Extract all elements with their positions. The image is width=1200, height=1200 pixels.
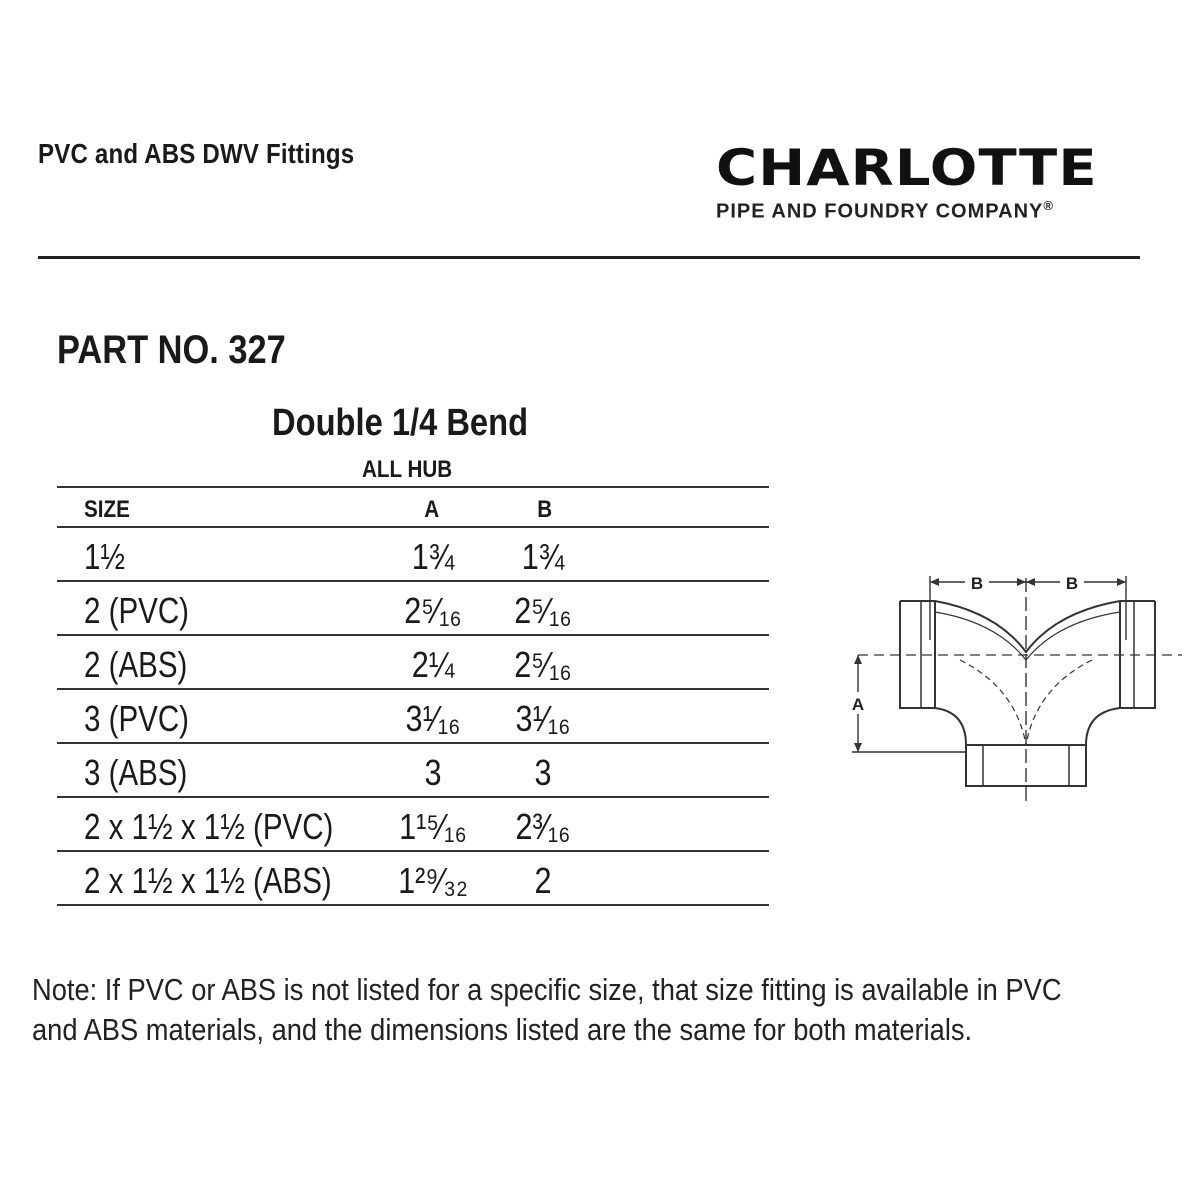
dimension-a-cell: 3 (424, 752, 442, 793)
table-rule (57, 904, 769, 906)
size-cell: 2 x 1½ x 1½ (PVC) (84, 806, 334, 847)
header-divider (38, 256, 1140, 259)
dimension-a-cell: 1¹⁵⁄₁₆ (399, 806, 467, 847)
column-header-b: B (537, 496, 553, 523)
table-row (57, 690, 769, 742)
dimension-b-cell: 3 (534, 752, 552, 793)
table-row (57, 528, 769, 580)
column-header-a: A (424, 496, 440, 523)
page-title: PVC and ABS DWV Fittings (38, 138, 355, 169)
table-row (57, 798, 769, 850)
table-header (57, 488, 769, 526)
size-cell: 1½ (84, 536, 126, 577)
size-cell: 3 (ABS) (84, 752, 188, 793)
table-body (57, 528, 769, 906)
table-row (57, 636, 769, 688)
diagram-label-b-left: B (970, 574, 984, 593)
dimension-b-cell: 2⁵⁄₁₆ (514, 644, 572, 685)
dimension-b-cell: 2⁵⁄₁₆ (514, 590, 572, 631)
table-row (57, 744, 769, 796)
fitting-diagram (846, 570, 1186, 810)
part-subtitle: ALL HUB (362, 456, 453, 483)
dimension-b-cell: 1¾ (521, 536, 565, 577)
dimension-a-cell: 3¹⁄₁₆ (405, 698, 461, 739)
brand-subtitle (716, 198, 1146, 224)
part-number: PART NO. 327 (57, 328, 286, 372)
dimension-a-cell: 1²⁹⁄₃₂ (398, 860, 468, 901)
dimension-a-cell: 1¾ (411, 536, 455, 577)
table-row (57, 852, 769, 904)
registered-mark: ® (1043, 198, 1054, 213)
dimensions-table (57, 486, 769, 906)
brand-name: CHARLOTTE (716, 139, 1098, 197)
materials-note: Note: If PVC or ABS is not listed for a specific size, that size fitting is available in PVC and ABS materials, and the dimensions listed are the same for both materials. (32, 972, 1062, 1047)
diagram-label-a: A (851, 695, 865, 714)
dimension-b-cell: 3¹⁄₁₆ (515, 698, 571, 739)
table-row (57, 582, 769, 634)
column-header-size: SIZE (84, 496, 130, 523)
dimension-a-cell: 2⁵⁄₁₆ (404, 590, 462, 631)
diagram-label-b-right: B (1065, 574, 1079, 593)
part-name: Double 1/4 Bend (272, 402, 529, 444)
company-logo (716, 140, 1146, 224)
size-cell: 2 (PVC) (84, 590, 189, 631)
dimension-b-cell: 2³⁄₁₆ (515, 806, 571, 847)
size-cell: 3 (PVC) (84, 698, 189, 739)
size-cell: 2 (ABS) (84, 644, 188, 685)
dimension-b-cell: 2 (534, 860, 552, 901)
dimension-a-cell: 2¼ (411, 644, 455, 685)
size-cell: 2 x 1½ x 1½ (ABS) (84, 860, 332, 901)
brand-subtitle-text: PIPE AND FOUNDRY COMPANY (716, 200, 1044, 223)
